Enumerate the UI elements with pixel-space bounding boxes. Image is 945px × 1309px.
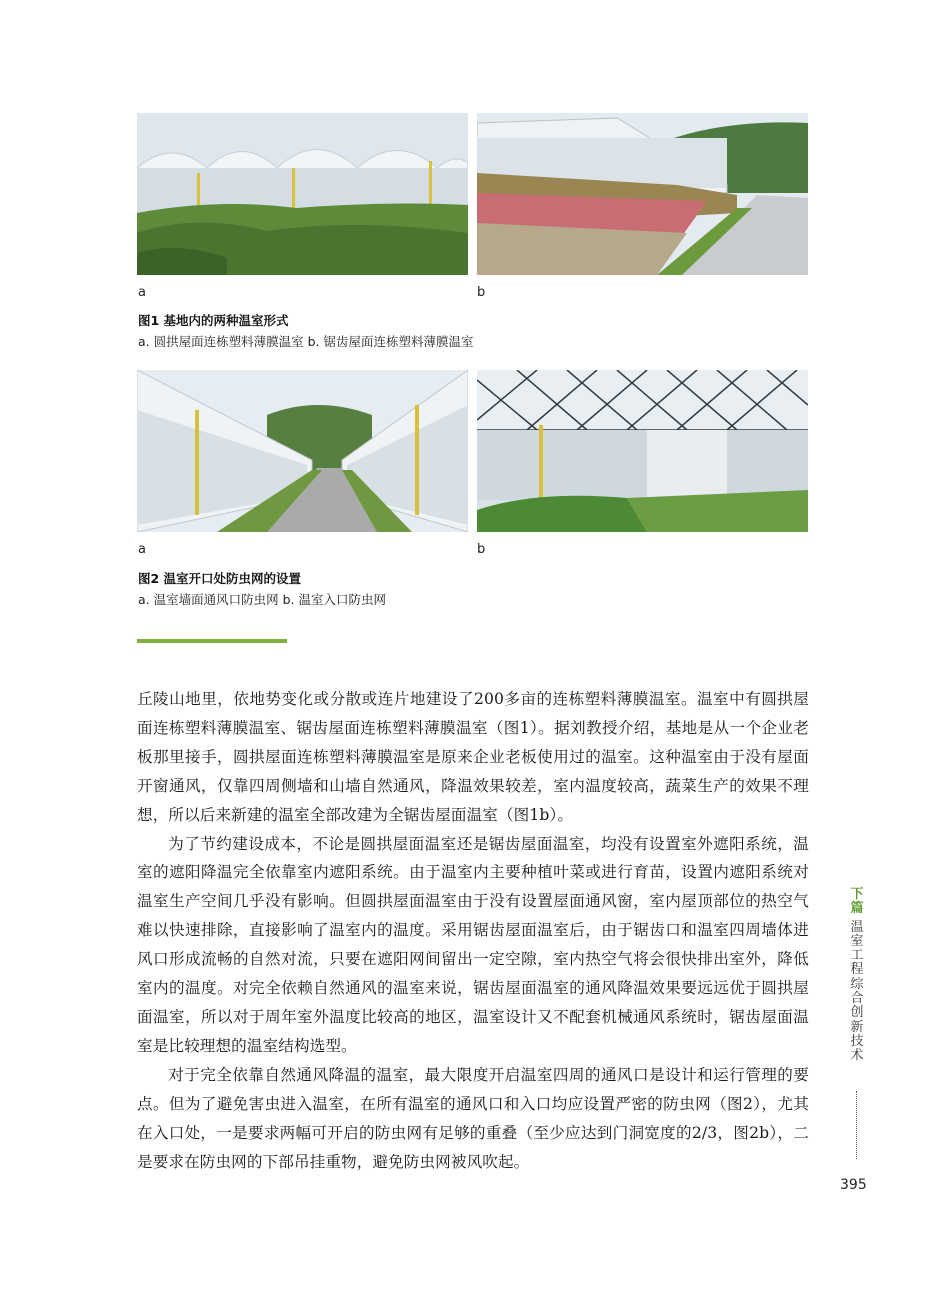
body-paragraph-1: 丘陵山地里，依地势变化或分散或连片地建设了200多亩的连栋塑料薄膜温室。温室中有圆拱屋面连栋塑料薄膜温室、锯齿屋面连栋塑料薄膜温室（图1）。据刘教授介绍，基地是从一个企业老板那里接手，圆拱屋面连栋塑料薄膜温室是原来企业老板使用过的温室。这种温室由于没有屋面开窗通风，仅靠四周侧墙和山墙自然通风，降温效果较差，室内温度较高，蔬菜生产的效果不理想，所以后来新建的温室全部改建为全锯齿屋面温室（图1b）。 xyxy=(137,690,809,824)
body-paragraph-2: 为了节约建设成本，不论是圆拱屋面温室还是锯齿屋面温室，均没有设置室外遮阳系统，温室的遮阳降温完全依靠室内遮阳系统。由于温室内主要种植叶菜或进行育苗，设置内遮阳系统对温室生产空间几乎没有影响。但圆拱屋面温室由于没有设置屋面通风窗，室内屋顶部位的热空气难以快速排除，直接影响了温室内的温度。采用锯齿屋面温室后，由于锯齿口和温室四周墙体进风口形成流畅的自然对流，只要在遮阳网间留出一定空隙，室内热空气将会很快排出室外，降低室内的温度。对完全依赖自然通风的温室来说，锯齿屋面温室的通风降温效果要远远优于圆拱屋面温室，所以对于周年室外温度比较高的地区，温室设计又不配套机械通风系统时，锯齿屋面温室是比较理想的温室结构选型。 xyxy=(137,834,809,1055)
figure2-caption: a. 温室墙面通风口防虫网 b. 温室入口防虫网 xyxy=(138,592,386,607)
figure1-photo-a xyxy=(137,113,468,275)
section-tag xyxy=(847,888,867,1064)
sidebar-dotted-line xyxy=(856,1091,857,1159)
figure2-title: 图2 温室开口处防虫网的设置 xyxy=(138,571,302,586)
figure1-label-a: a xyxy=(138,285,146,300)
section-divider xyxy=(137,639,287,643)
body-text xyxy=(137,685,809,1176)
figure2-photo-a xyxy=(137,370,468,532)
figure1-label-b: b xyxy=(477,285,486,300)
section-chapter: 温室工程综合创新技术 xyxy=(850,919,864,1064)
page-number: 395 xyxy=(840,1177,867,1193)
figure2-label-b: b xyxy=(477,542,486,557)
figure2-label-a: a xyxy=(138,542,146,557)
figure1-title: 图1 基地内的两种温室形式 xyxy=(138,313,289,328)
figure1-photo-b xyxy=(477,113,808,275)
figure2-photo-b xyxy=(477,370,808,532)
section-part: 下篇 xyxy=(850,887,864,917)
figure1-caption: a. 圆拱屋面连栋塑料薄膜温室 b. 锯齿屋面连栋塑料薄膜温室 xyxy=(138,334,474,349)
body-paragraph-3: 对于完全依靠自然通风降温的温室，最大限度开启温室四周的通风口是设计和运行管理的要点。但为了避免害虫进入温室，在所有温室的通风口和入口均应设置严密的防虫网（图2），尤其在入口处，一是要求两幅可开启的防虫网有足够的重叠（至少应达到门洞宽度的2/3，图2b），二是要求在防虫网的下部吊挂重物，避免防虫网被风吹起。 xyxy=(137,1065,809,1171)
